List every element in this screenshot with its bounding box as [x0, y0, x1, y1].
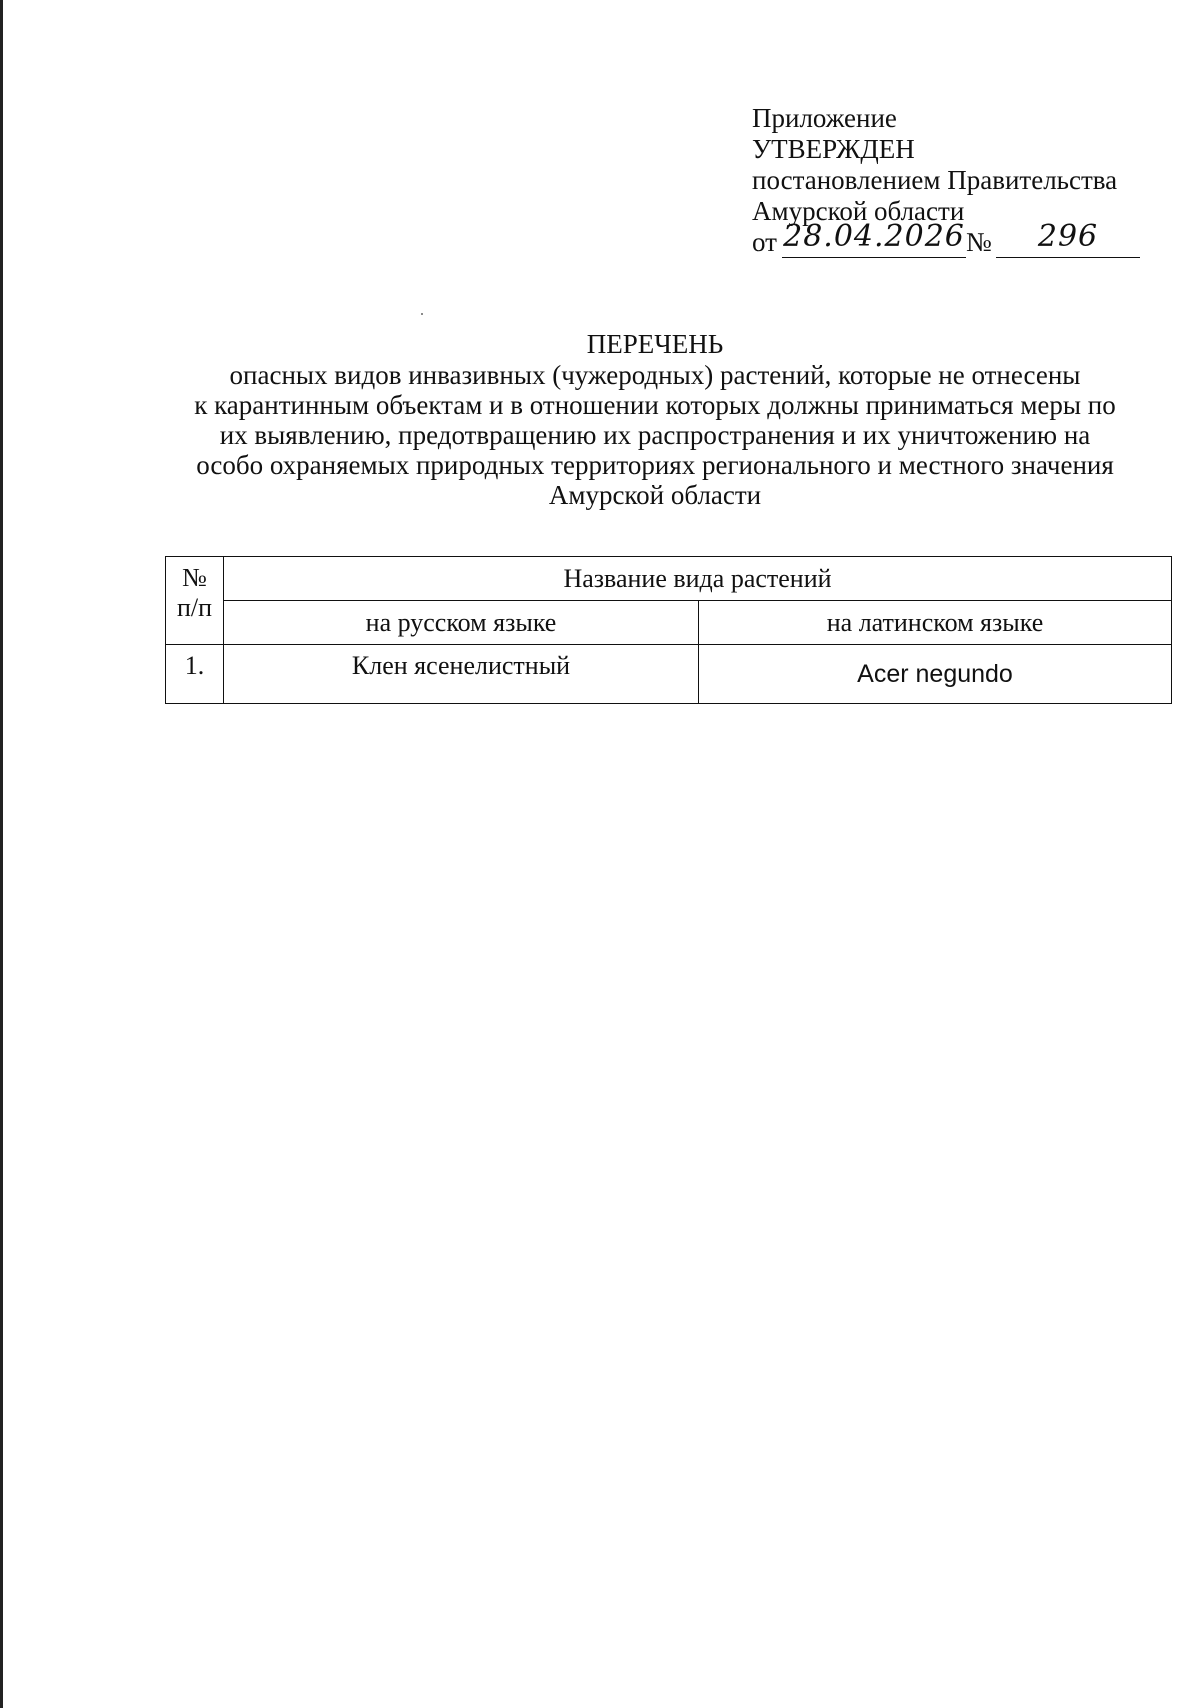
document-subtitle — [150, 360, 1160, 510]
subtitle-line: Амурской области — [548, 480, 762, 510]
approval-line-resolution: постановлением Правительства — [752, 165, 1118, 195]
scan-edge — [0, 0, 3, 1708]
approval-date-number-line — [752, 219, 1172, 263]
document-heading: ПЕРЕЧЕНЬ — [586, 329, 724, 359]
approval-line-appendix: Приложение — [752, 103, 897, 133]
approval-line-region: Амурской области — [752, 196, 965, 226]
scan-speck — [421, 313, 423, 315]
subtitle-line: особо охраняемых природных территориях регионального и местного значения — [196, 450, 1114, 480]
number-field — [996, 219, 1140, 258]
date-field — [782, 219, 966, 258]
subtitle-line: опасных видов инвазивных (чужеродных) растений, которые не отнесены — [229, 360, 1081, 390]
cell-number: 1. — [166, 645, 224, 704]
number-sign: № — [966, 227, 992, 257]
header-russian: на русском языке — [224, 601, 699, 645]
species-table — [165, 556, 1172, 704]
cell-latin-name: Acer negundo — [699, 645, 1172, 704]
header-latin: на латинском языке — [699, 601, 1172, 645]
header-species-name: Название вида растений — [224, 557, 1172, 601]
header-number-sign: № — [182, 563, 207, 592]
header-number — [166, 557, 224, 645]
subtitle-line: к карантинным объектам и в отношении которых должны приниматься меры по — [194, 390, 1116, 420]
approval-line-approved: УТВЕРЖДЕН — [752, 134, 915, 164]
handwritten-number: 296 — [1037, 219, 1099, 254]
date-prefix: от — [752, 227, 777, 257]
handwritten-date: 28.04.2026 — [783, 219, 965, 254]
subtitle-line: их выявлению, предотвращению их распространения и их уничтожению на — [219, 420, 1091, 450]
header-number-abbr: п/п — [176, 593, 213, 622]
table-row — [166, 645, 1172, 704]
document-title-block — [150, 329, 1160, 510]
approval-block — [752, 103, 1172, 263]
table-header-row — [166, 557, 1172, 601]
cell-russian-name: Клен ясенелистный — [224, 645, 699, 704]
table-subheader-row — [166, 601, 1172, 645]
